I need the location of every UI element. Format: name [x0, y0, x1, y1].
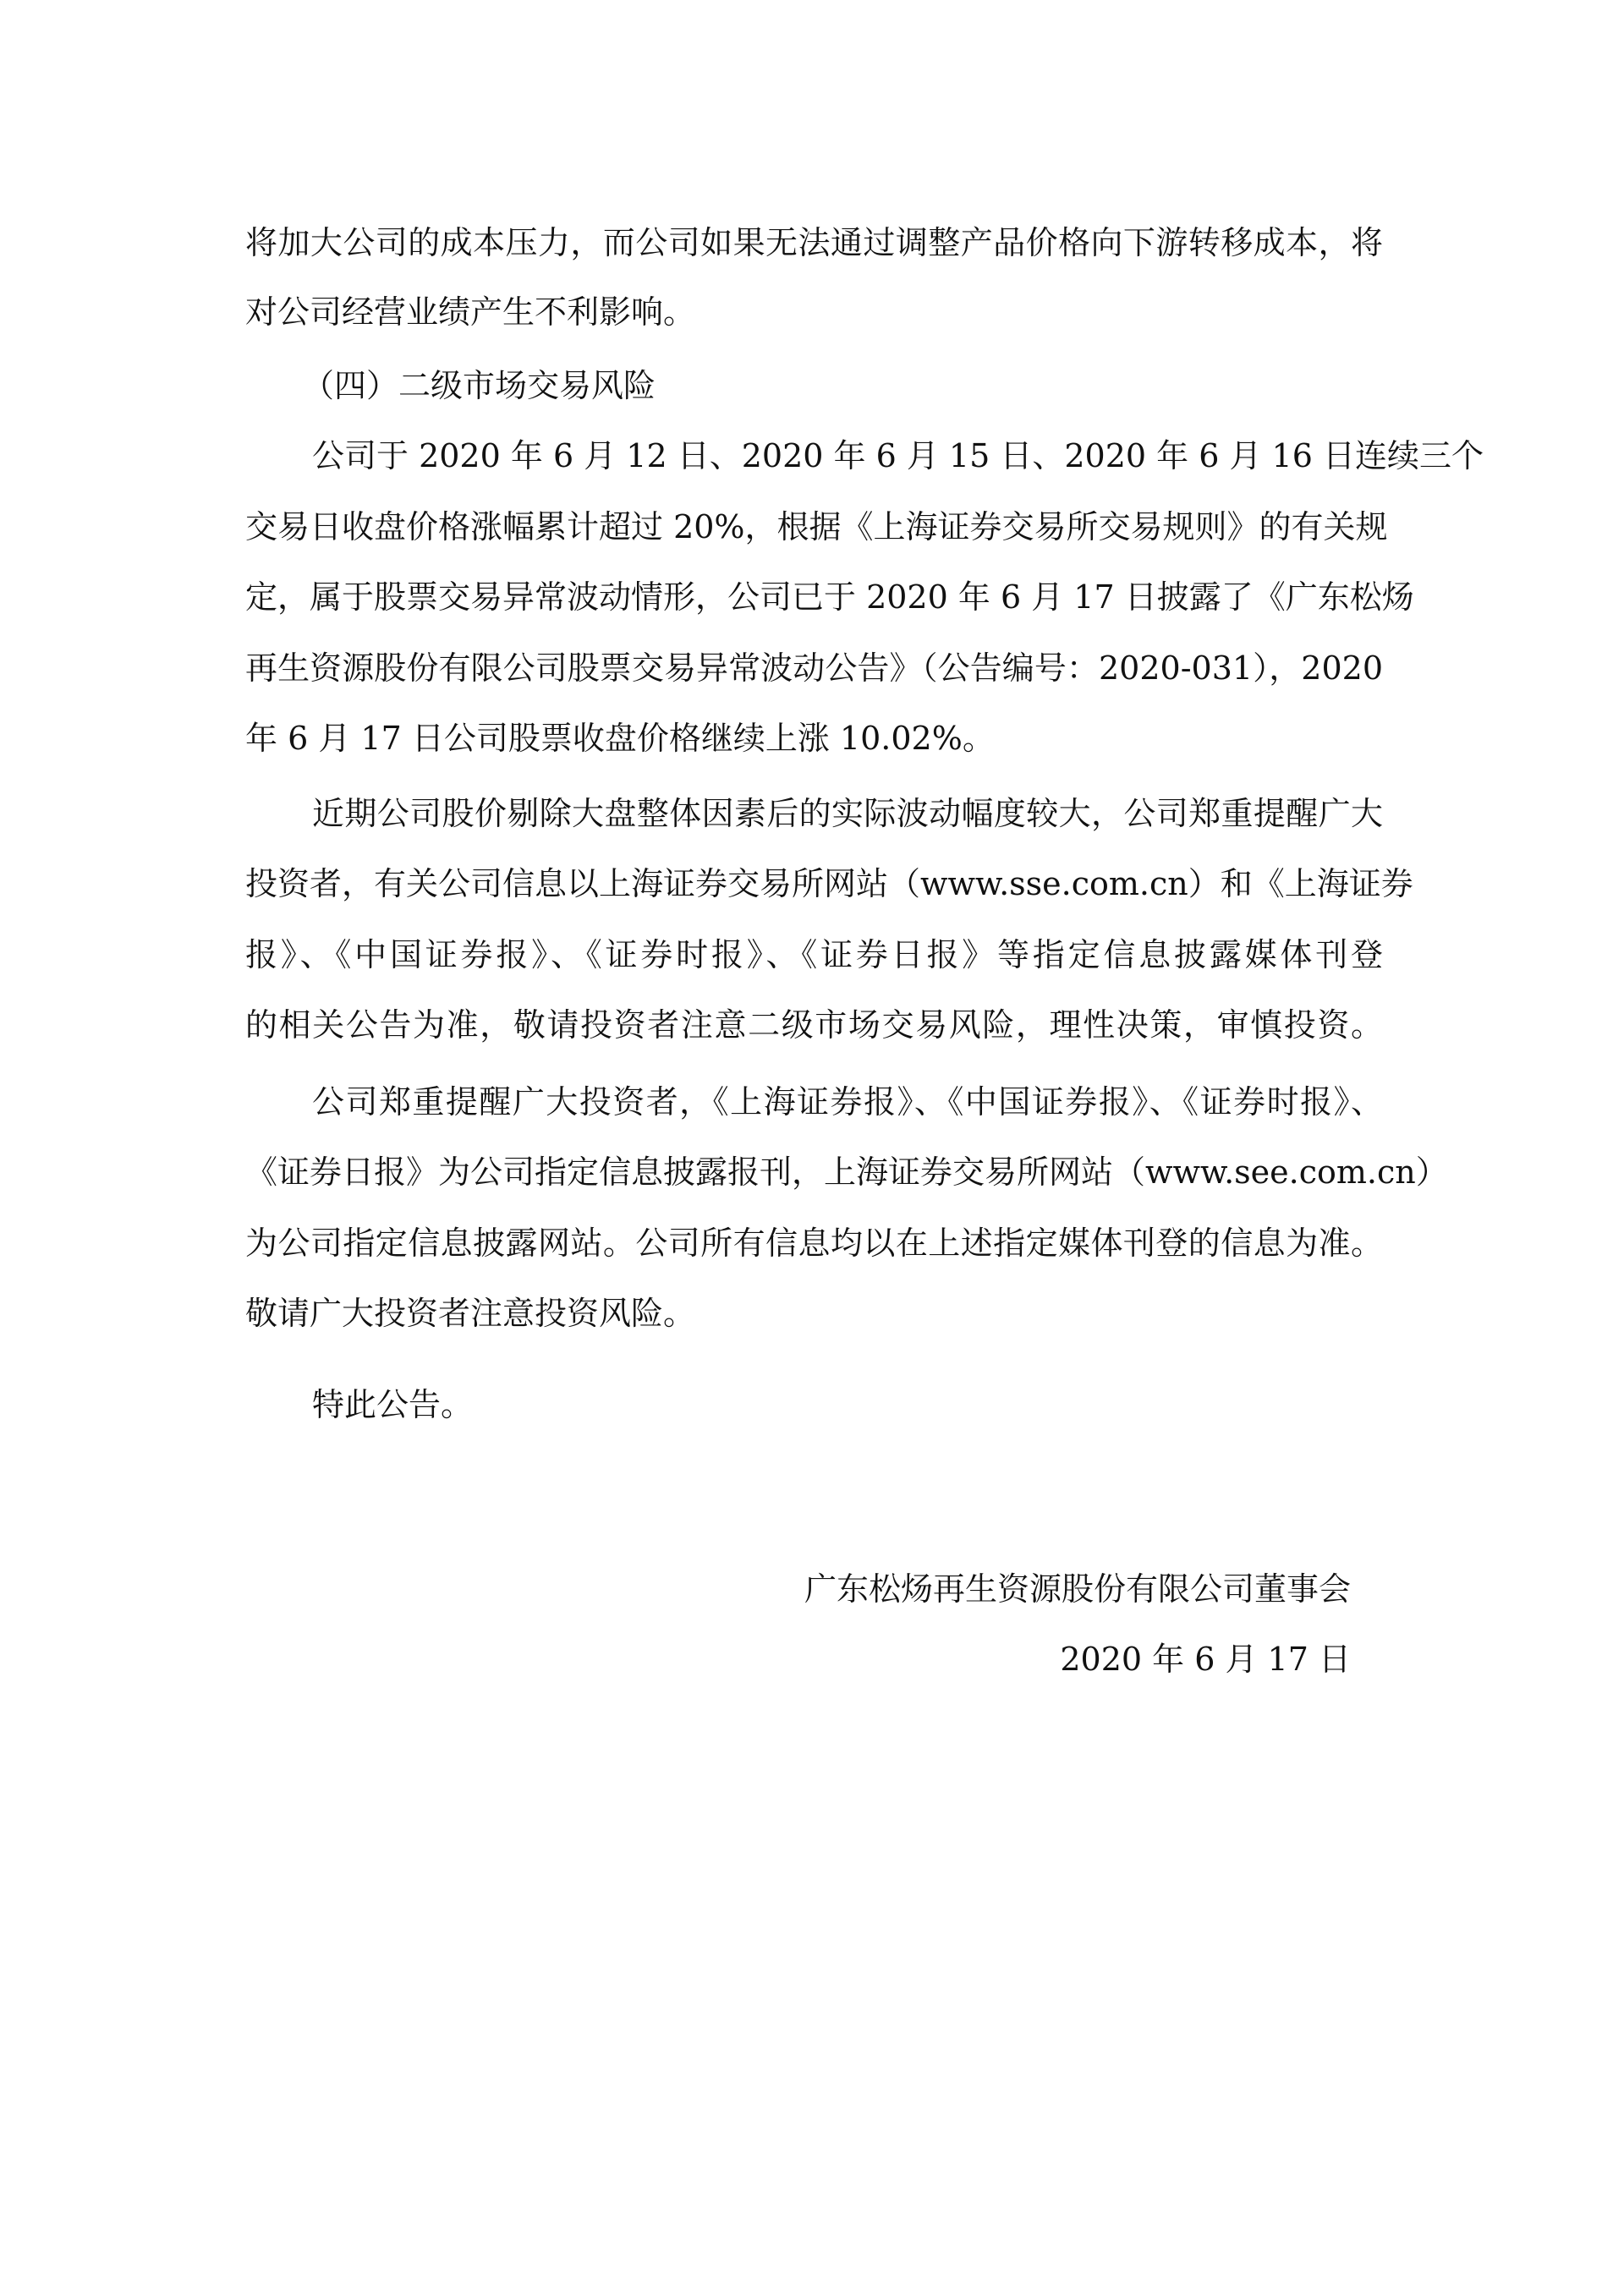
text-line: 年 6 月 17 日公司股票收盘价格继续上涨 10.02%。 — [245, 720, 995, 757]
text-line: 的相关公告为准，敬请投资者注意二级市场交易风险，理性决策，审慎投资。 — [245, 1006, 1383, 1044]
closing-text: 特此公告。 — [312, 1386, 474, 1423]
text-line: 报》、《中国证券报》、《证券时报》、《证券日报》等指定信息披露媒体刊登 — [245, 936, 1383, 973]
text-line: 敬请广大投资者注意投资风险。 — [245, 1295, 696, 1332]
text-line: 为公司指定信息披露网站。公司所有信息均以在上述指定媒体刊登的信息为准。 — [245, 1225, 1383, 1262]
text-line: 将加大公司的成本压力，而公司如果无法通过调整产品价格向下游转移成本，将 — [245, 224, 1383, 261]
text-line: 公司郑重提醒广大投资者，《上海证券报》、《中国证券报》、《证券时报》、 — [312, 1083, 1383, 1121]
signature-company: 广东松炀再生资源股份有限公司董事会 — [804, 1570, 1351, 1608]
text-line: 对公司经营业绩产生不利影响。 — [245, 293, 696, 331]
text-line: 公司于 2020 年 6 月 12 日、2020 年 6 月 15 日、2020 年 6 月 16 日连续三个 — [312, 437, 1484, 474]
section-heading: （四）二级市场交易风险 — [302, 367, 656, 404]
text-line: 交易日收盘价格涨幅累计超过 20%，根据《上海证券交易所交易规则》的有关规 — [245, 508, 1388, 545]
text-line: 再生资源股份有限公司股票交易异常波动公告》（公告编号：2020-031），2020 — [245, 649, 1383, 687]
text-line: 近期公司股价剔除大盘整体因素后的实际波动幅度较大，公司郑重提醒广大 — [312, 795, 1383, 832]
text-line: 投资者，有关公司信息以上海证券交易所网站（www.sse.com.cn）和《上海证券 — [245, 865, 1413, 902]
text-line: 《证券日报》为公司指定信息披露报刊，上海证券交易所网站（www.see.com.cn） — [245, 1153, 1448, 1191]
text-line: 定，属于股票交易异常波动情形，公司已于 2020 年 6 月 17 日披露了《广东松炀 — [245, 578, 1414, 616]
signature-date: 2020 年 6 月 17 日 — [1060, 1641, 1351, 1678]
